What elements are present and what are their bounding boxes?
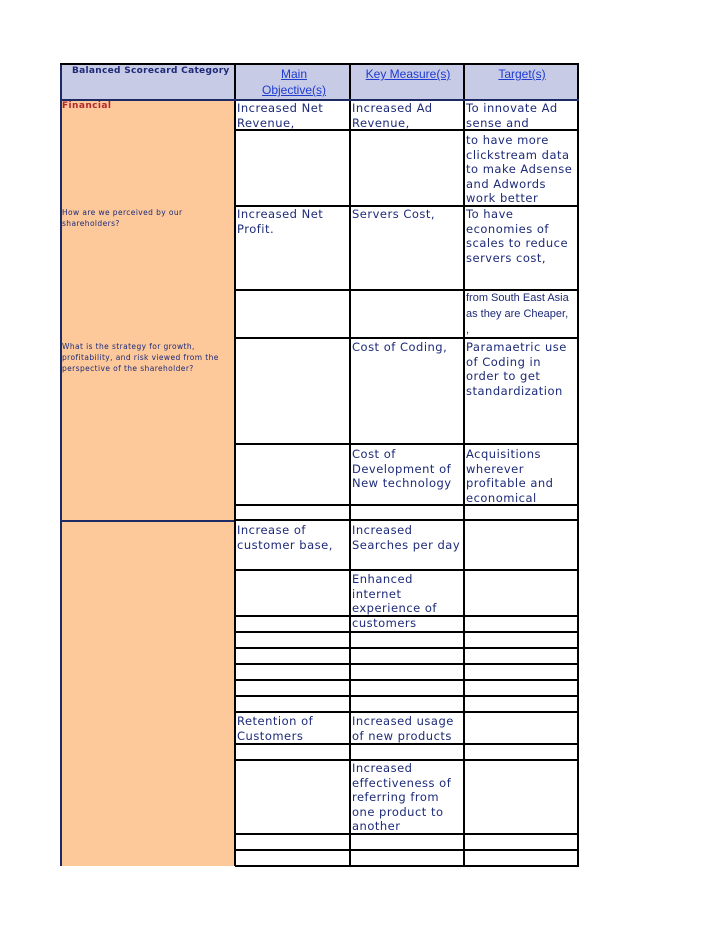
grid-hline — [235, 569, 579, 571]
measure-cell: Increased effectiveness of referring from one product to another — [352, 761, 452, 834]
grid-hline — [235, 711, 579, 713]
objective-cell: Increase of customer base, — [237, 523, 333, 552]
grid-vline — [463, 64, 465, 866]
grid-hline — [235, 849, 579, 851]
target-cell: to have more clickstream data to make Adsense and Adwords work better — [466, 133, 573, 206]
grid-hline — [235, 865, 579, 867]
objective-cell: Retention of Customers — [237, 714, 314, 743]
category-title: Financial — [62, 101, 112, 111]
target-cell: To innovate Ad sense and — [466, 101, 558, 130]
category-column-section-2 — [60, 522, 235, 866]
measure-cell: Increased Ad Revenue, — [352, 101, 433, 130]
measure-cell: Enhanced internet experience of customers — [352, 572, 437, 630]
measure-cell: Increased usage of new products — [352, 714, 454, 743]
header-targets[interactable]: Target(s) — [498, 67, 546, 81]
grid-hline — [60, 63, 579, 65]
category-column-section-1 — [60, 100, 235, 520]
target-cell: from South East Asia as they are Cheaper, , — [466, 292, 569, 336]
grid-hline — [235, 631, 579, 633]
grid-hline — [235, 679, 579, 681]
grid-hline — [235, 519, 579, 521]
header-category: Balanced Scorecard Category — [72, 66, 230, 76]
grid-hline — [235, 695, 579, 697]
grid-vline — [234, 64, 236, 866]
objective-cell: Increased Net Revenue, — [237, 101, 324, 130]
target-cell: Paramaetric use of Coding in order to get standardization — [466, 340, 567, 398]
objective-cell: Increased Net Profit. — [237, 207, 324, 236]
grid-hline — [235, 443, 579, 445]
header-key-measures[interactable]: Key Measure(s) — [365, 67, 451, 81]
category-question-perception: How are we perceived by our shareholders? — [62, 208, 183, 228]
target-cell: To have economies of scales to reduce servers cost, — [466, 207, 569, 265]
header-main-objective[interactable]: Main Objective(s) — [261, 67, 326, 97]
grid-vline — [349, 64, 351, 866]
measure-cell: Cost of Development of New technology — [352, 447, 452, 491]
grid-hline — [235, 743, 579, 745]
section-divider — [60, 520, 236, 522]
measure-cell: Cost of Coding, — [352, 340, 448, 354]
grid-hline — [235, 663, 579, 665]
grid-hline — [235, 647, 579, 649]
left-border — [60, 64, 62, 866]
category-question-strategy: What is the strategy for growth, profitability, and risk viewed from the perspective of the shareholder? — [62, 342, 219, 373]
measure-cell: Servers Cost, — [352, 207, 436, 221]
measure-cell: Increased Searches per day — [352, 523, 461, 552]
target-cell: Acquisitions wherever profitable and economical — [466, 447, 554, 505]
